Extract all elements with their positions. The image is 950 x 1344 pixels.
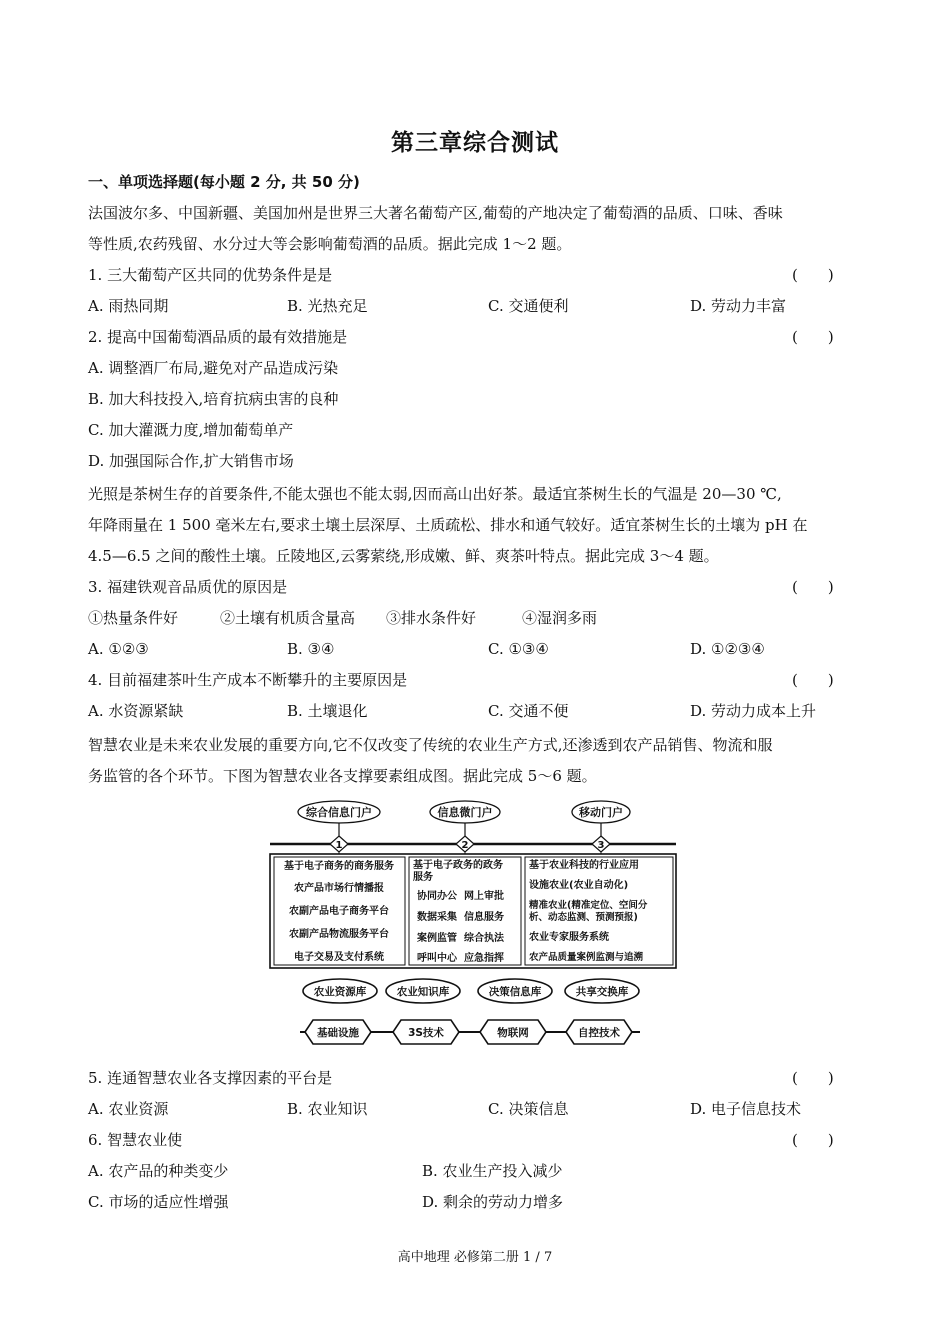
answer-blank: ( )	[792, 1069, 834, 1087]
intro-paragraph-2: 4.5—6.5 之间的酸性土壤。丘陵地区,云雾萦绕,形成嫩、鲜、爽茶叶特点。据此完成 3～4 题。	[88, 547, 719, 565]
question-stem: 6. 智慧农业使	[88, 1131, 183, 1149]
option-c: C. 市场的适应性增强	[88, 1193, 229, 1211]
question-stem: 3. 福建铁观音品质优的原因是	[88, 578, 288, 596]
answer-blank: ( )	[792, 328, 834, 346]
option-b: B. 农业生产投入减少	[422, 1162, 563, 1180]
box-item: 数据采集 信息服务	[417, 912, 504, 923]
intro-paragraph-3: 智慧农业是未来农业发展的重要方向,它不仅改变了传统的农业生产方式,还渗透到农产品销售、物流和服	[88, 736, 773, 754]
database-label: 共享交换库	[575, 986, 629, 998]
box-item: 设施农业(农业自动化)	[529, 880, 629, 891]
intro-paragraph-3: 务监管的各个环节。下图为智慧农业各支撑要素组成图。据此完成 5～6 题。	[88, 767, 597, 785]
box-item: 呼叫中心 应急指挥	[417, 953, 504, 964]
base-label: 基础设施	[317, 1027, 359, 1039]
option-d: D. 电子信息技术	[690, 1100, 802, 1118]
base-label: 物联网	[497, 1027, 529, 1039]
option-b: B. 加大科技投入,培育抗病虫害的良种	[88, 390, 339, 408]
statement-3: ③排水条件好	[386, 609, 477, 627]
statement-4: ④湿润多雨	[522, 609, 598, 627]
number-label: 1	[335, 840, 343, 851]
option-c: C. 决策信息	[488, 1100, 569, 1118]
intro-paragraph-2: 光照是茶树生存的首要条件,不能太强也不能太弱,因而高山出好茶。最适宜茶树生长的气温是 20—30 ℃,	[88, 485, 782, 503]
page-title: 第三章综合测试	[391, 130, 559, 156]
option-a: A. 水资源紧缺	[88, 702, 184, 720]
statement-2: ②土壤有机质含量高	[220, 609, 356, 627]
option-b: B. ③④	[287, 640, 335, 658]
answer-blank: ( )	[792, 671, 834, 689]
option-d: D. ①②③④	[690, 640, 765, 658]
database-label: 农业知识库	[396, 986, 450, 998]
box-item: 农副产品物流服务平台	[289, 929, 389, 940]
box-item: 农产品市场行情播报	[294, 883, 384, 894]
portal-label: 信息微门户	[437, 806, 493, 819]
box-item: 电子交易及支付系统	[294, 952, 384, 963]
option-b: B. 农业知识	[287, 1100, 368, 1118]
option-c: C. 交通不便	[488, 702, 569, 720]
option-c: C. 加大灌溉力度,增加葡萄单产	[88, 421, 294, 439]
box-item: 析、动态监测、预测预报)	[529, 912, 638, 923]
option-a: A. ①②③	[88, 640, 149, 658]
box-heading: 基于电子商务的商务服务	[284, 861, 394, 872]
page-footer: 高中地理 必修第二册 1 / 7	[397, 1250, 553, 1265]
question-stem: 4. 目前福建茶叶生产成本不断攀升的主要原因是	[88, 671, 408, 689]
number-label: 2	[461, 840, 469, 851]
box-heading: 基于农业科技的行业应用	[529, 860, 639, 871]
portal-label: 综合信息门户	[306, 806, 372, 819]
option-d: D. 加强国际合作,扩大销售市场	[88, 452, 294, 470]
option-d: D. 劳动力成本上升	[690, 702, 817, 720]
answer-blank: ( )	[792, 266, 834, 284]
question-stem: 2. 提高中国葡萄酒品质的最有效措施是	[88, 328, 348, 346]
intro-paragraph-1: 等性质,农药残留、水分过大等会影响葡萄酒的品质。据此完成 1～2 题。	[88, 235, 572, 253]
smart-agriculture-diagram	[268, 798, 678, 1048]
option-b: B. 土壤退化	[287, 702, 368, 720]
option-b: B. 光热充足	[287, 297, 368, 315]
box-item: 协同办公 网上审批	[417, 891, 504, 902]
option-c: C. 交通便利	[488, 297, 569, 315]
option-a: A. 雨热同期	[88, 297, 169, 315]
box-item: 农产品质量案例监测与追溯	[529, 952, 644, 963]
question-stem: 5. 连通智慧农业各支撑因素的平台是	[88, 1069, 333, 1087]
base-label: 3S技术	[408, 1027, 444, 1039]
option-a: A. 农产品的种类变少	[88, 1162, 229, 1180]
number-label: 3	[597, 840, 605, 851]
answer-blank: ( )	[792, 578, 834, 596]
box-item: 精准农业(精准定位、空间分	[529, 900, 648, 911]
intro-paragraph-2: 年降雨量在 1 500 毫米左右,要求土壤土层深厚、土质疏松、排水和通气较好。适宜茶树生长的土壤为 pH 在	[88, 516, 808, 534]
option-c: C. ①③④	[488, 640, 549, 658]
box-heading: 服务	[413, 872, 433, 883]
box-item: 案例监管 综合执法	[417, 933, 504, 944]
database-label: 农业资源库	[313, 986, 367, 998]
option-a: A. 调整酒厂布局,避免对产品造成污染	[88, 359, 339, 377]
statement-1: ①热量条件好	[88, 609, 179, 627]
section-heading: 一、单项选择题(每小题 2 分, 共 50 分)	[88, 173, 360, 191]
box-item: 农业专家服务系统	[529, 932, 609, 943]
box-item: 农副产品电子商务平台	[289, 906, 389, 917]
intro-paragraph-1: 法国波尔多、中国新疆、美国加州是世界三大著名葡萄产区,葡萄的产地决定了葡萄酒的品质、口味、香味	[88, 204, 783, 222]
portal-label: 移动门户	[579, 806, 623, 819]
option-a: A. 农业资源	[88, 1100, 169, 1118]
option-d: D. 剩余的劳动力增多	[422, 1193, 564, 1211]
answer-blank: ( )	[792, 1131, 834, 1149]
option-d: D. 劳动力丰富	[690, 297, 787, 315]
database-label: 决策信息库	[488, 986, 542, 998]
base-label: 自控技术	[578, 1027, 620, 1039]
question-stem: 1. 三大葡萄产区共同的优势条件是是	[88, 266, 333, 284]
box-heading: 基于电子政务的政务	[413, 860, 503, 871]
